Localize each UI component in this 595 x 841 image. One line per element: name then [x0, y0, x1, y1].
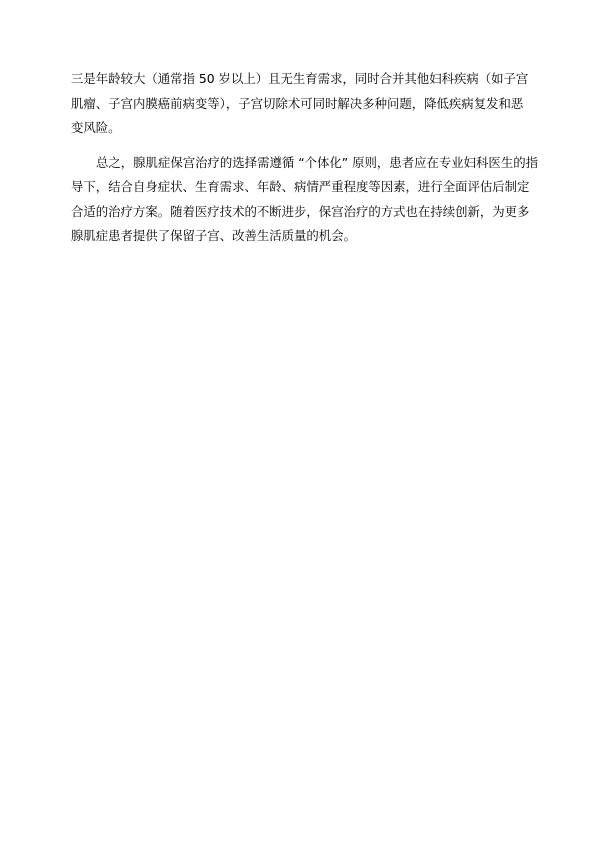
text-line: 合适的治疗方案。随着医疗技术的不断进步，保宫治疗的方式也在持续创新，为更多 [71, 203, 530, 219]
document-body [71, 67, 538, 249]
text-line: 变风险。 [71, 120, 121, 135]
paragraph-hysterectomy-criteria [71, 67, 531, 141]
text-line: 导下，结合自身症状、生育需求、年龄、病情严重程度等因素，进行全面评估后制定 [71, 179, 530, 194]
text-line: 三是年龄较大（通常指 50 岁以上）且无生育需求，同时合并其他妇科疾病（如子宫 [71, 71, 529, 86]
text-line-indented: 总之，腺肌症保宫治疗的选择需遵循 “个体化” 原则，患者应在专业妇科医生的指 [96, 154, 538, 170]
text-line: 腺肌症患者提供了保留子宫、改善生活质量的机会。 [71, 228, 356, 243]
paragraph-spacer [71, 141, 531, 151]
paragraph-conclusion [71, 151, 538, 249]
text-line: 肌瘤、子宫内膜癌前病变等），子宫切除术可同时解决多种问题，降低疾病复发和恶 [71, 95, 524, 111]
